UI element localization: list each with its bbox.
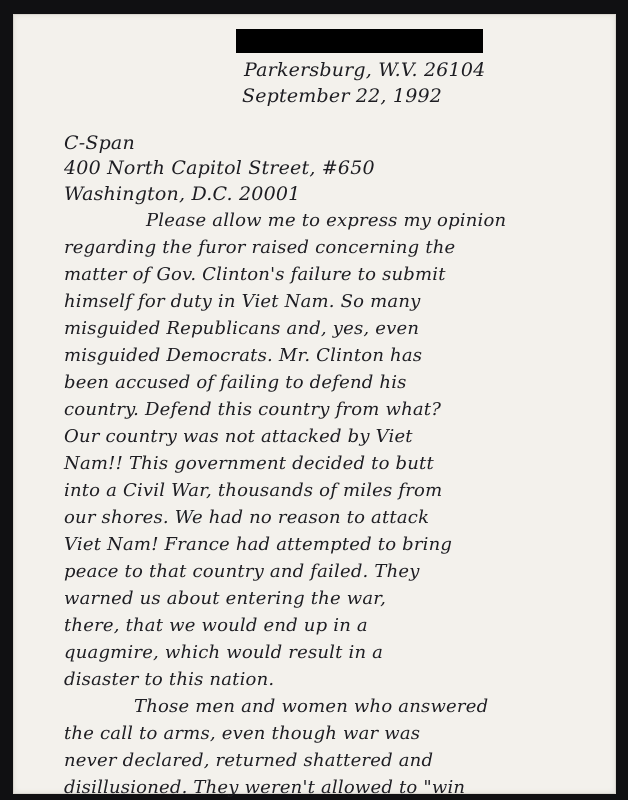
body-line: himself for duty in Viet Nam. So many (64, 291, 421, 312)
body-line: misguided Democrats. Mr. Clinton has (64, 345, 423, 366)
body-line: our shores. We had no reason to attack (64, 507, 430, 528)
address-line-1: C-Span (64, 132, 135, 154)
redaction-bar (236, 29, 483, 53)
letter-date: September 22, 1992 (242, 85, 443, 107)
body-line: never declared, returned shattered and (64, 750, 434, 771)
body-line: warned us about entering the war, (64, 588, 387, 609)
body-line: Our country was not attacked by Viet (64, 426, 413, 447)
body-line: Please allow me to express my opinion (146, 210, 507, 231)
body-line: Those men and women who answered (134, 696, 489, 717)
letter-page (13, 14, 616, 798)
body-line: disillusioned. They weren't allowed to "win (64, 777, 466, 798)
body-line: disaster to this nation. (64, 669, 275, 690)
body-line: Viet Nam! France had attempted to bring (64, 534, 453, 555)
body-line: peace to that country and failed. They (64, 561, 420, 582)
body-line: quagmire, which would result in a (64, 642, 384, 663)
letter-place: Parkersburg, W.V. 26104 (244, 59, 486, 81)
body-line: Nam!! This government decided to butt (64, 453, 434, 474)
body-line: country. Defend this country from what? (64, 399, 442, 420)
body-line: regarding the furor raised concerning the (64, 237, 456, 258)
body-line: the call to arms, even though war was (64, 723, 421, 744)
body-line: misguided Republicans and, yes, even (64, 318, 420, 339)
body-line: been accused of failing to defend his (64, 372, 407, 393)
address-line-3: Washington, D.C. 20001 (64, 183, 301, 205)
body-line: there, that we would end up in a (64, 615, 368, 636)
body-line: into a Civil War, thousands of miles from (64, 480, 443, 501)
address-line-2: 400 North Capitol Street, #650 (64, 157, 375, 179)
body-line: matter of Gov. Clinton's failure to submit (64, 264, 446, 285)
